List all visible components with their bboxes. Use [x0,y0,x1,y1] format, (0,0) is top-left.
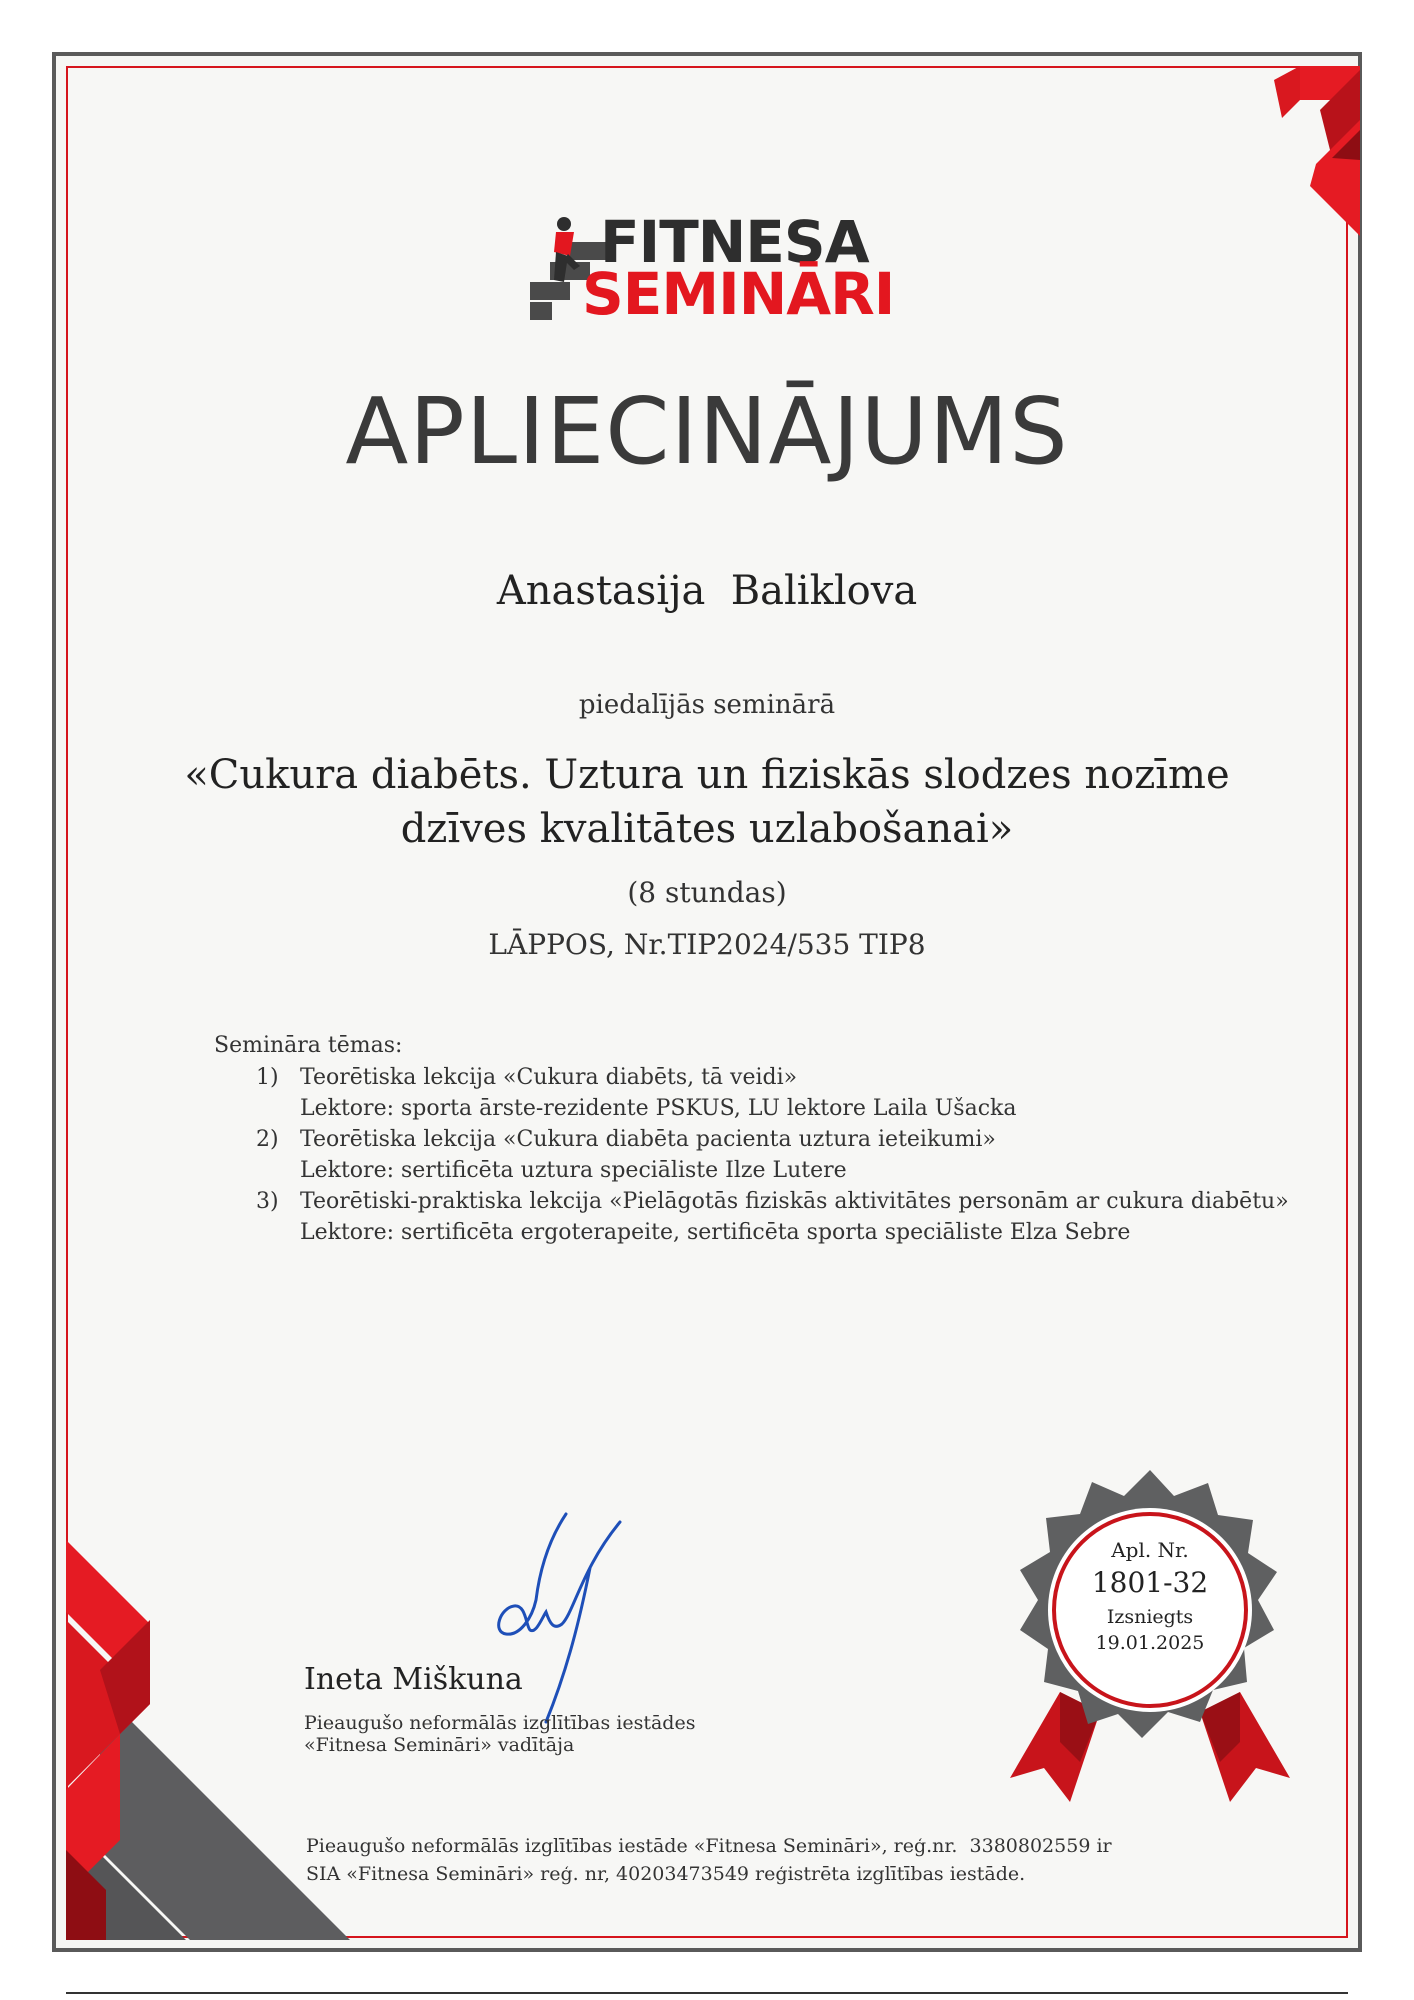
seminar-title-line1: «Cukura diabēts. Uztura un fiziskās slodzes nozīme [184,752,1230,798]
topic-number: 1) [256,1065,279,1090]
registration-number: LĀPPOS, Nr.TIP2024/535 TIP8 [488,928,926,961]
signer-name: Ineta Miškuna [304,1662,523,1697]
topic-item [214,1062,1274,1124]
topics-heading: Semināra tēmas: [214,1033,403,1058]
topic-number: 2) [256,1127,279,1152]
logo-text-fitnesa: FITNESA [600,208,869,276]
seminar-title-line2: dzīves kvalitātes uzlabošanai» [400,806,1014,852]
recipient-name: Anastasija Baliklova [496,568,918,614]
certificate-title: APLIECINĀJUMS [345,378,1069,485]
topic-lecturer: Lektore: sertificēta ergoterapeite, sertificēta sporta speciāliste Elza Sebre [300,1220,1131,1245]
footer-registration-note [306,1832,1112,1888]
topic-title: Teorētiska lekcija «Cukura diabēta pacienta uztura ieteikumi» [300,1127,996,1152]
topic-title: Teorētiski-praktiska lekcija «Pielāgotās fiziskās aktivitātes personām ar cukura diabētu» [300,1189,1289,1214]
seal-label: Apl. Nr. [1111,1538,1189,1562]
footer-line1: Pieaugušo neformālās izglītības iestāde «Fitnesa Semināri», reģ.nr. 3380802559 ir [306,1835,1112,1857]
signer-role-line2: «Fitnesa Semināri» vadītāja [304,1734,575,1756]
fitnesa-seminari-logo [524,208,904,330]
signer-role-line1: Pieaugušo neformālās izglītības iestādes [304,1712,696,1734]
seminar-title [0,748,1414,856]
seal-number: 1801-32 [1091,1566,1209,1599]
corner-ribbon-top-right [1270,60,1360,250]
seal-issued-label: Izsniegts [1106,1606,1194,1628]
topic-title: Teorētiska lekcija «Cukura diabēts, tā veidi» [300,1065,798,1090]
logo-text-seminari: SEMINĀRI [582,260,895,328]
seminar-hours: (8 stundas) [627,876,787,909]
participated-text: piedalījās seminārā [578,690,836,720]
topic-lecturer: Lektore: sertificēta uztura speciāliste Ilze Lutere [300,1158,847,1183]
page-bottom-rule [66,1992,1348,1994]
seminar-topics [214,1030,1289,1248]
topic-item [214,1186,1289,1248]
topic-lecturer: Lektore: sporta ārste-rezidente PSKUS, LU lektore Laila Ušacka [300,1096,1017,1121]
topic-number: 3) [256,1189,279,1214]
seal-issued-date: 19.01.2025 [1095,1632,1205,1654]
signer-role [304,1712,695,1756]
footer-line2: SIA «Fitnesa Semināri» reģ. nr, 40203473549 reģistrēta izglītības iestāde. [306,1863,1026,1885]
topic-item [214,1124,1274,1186]
